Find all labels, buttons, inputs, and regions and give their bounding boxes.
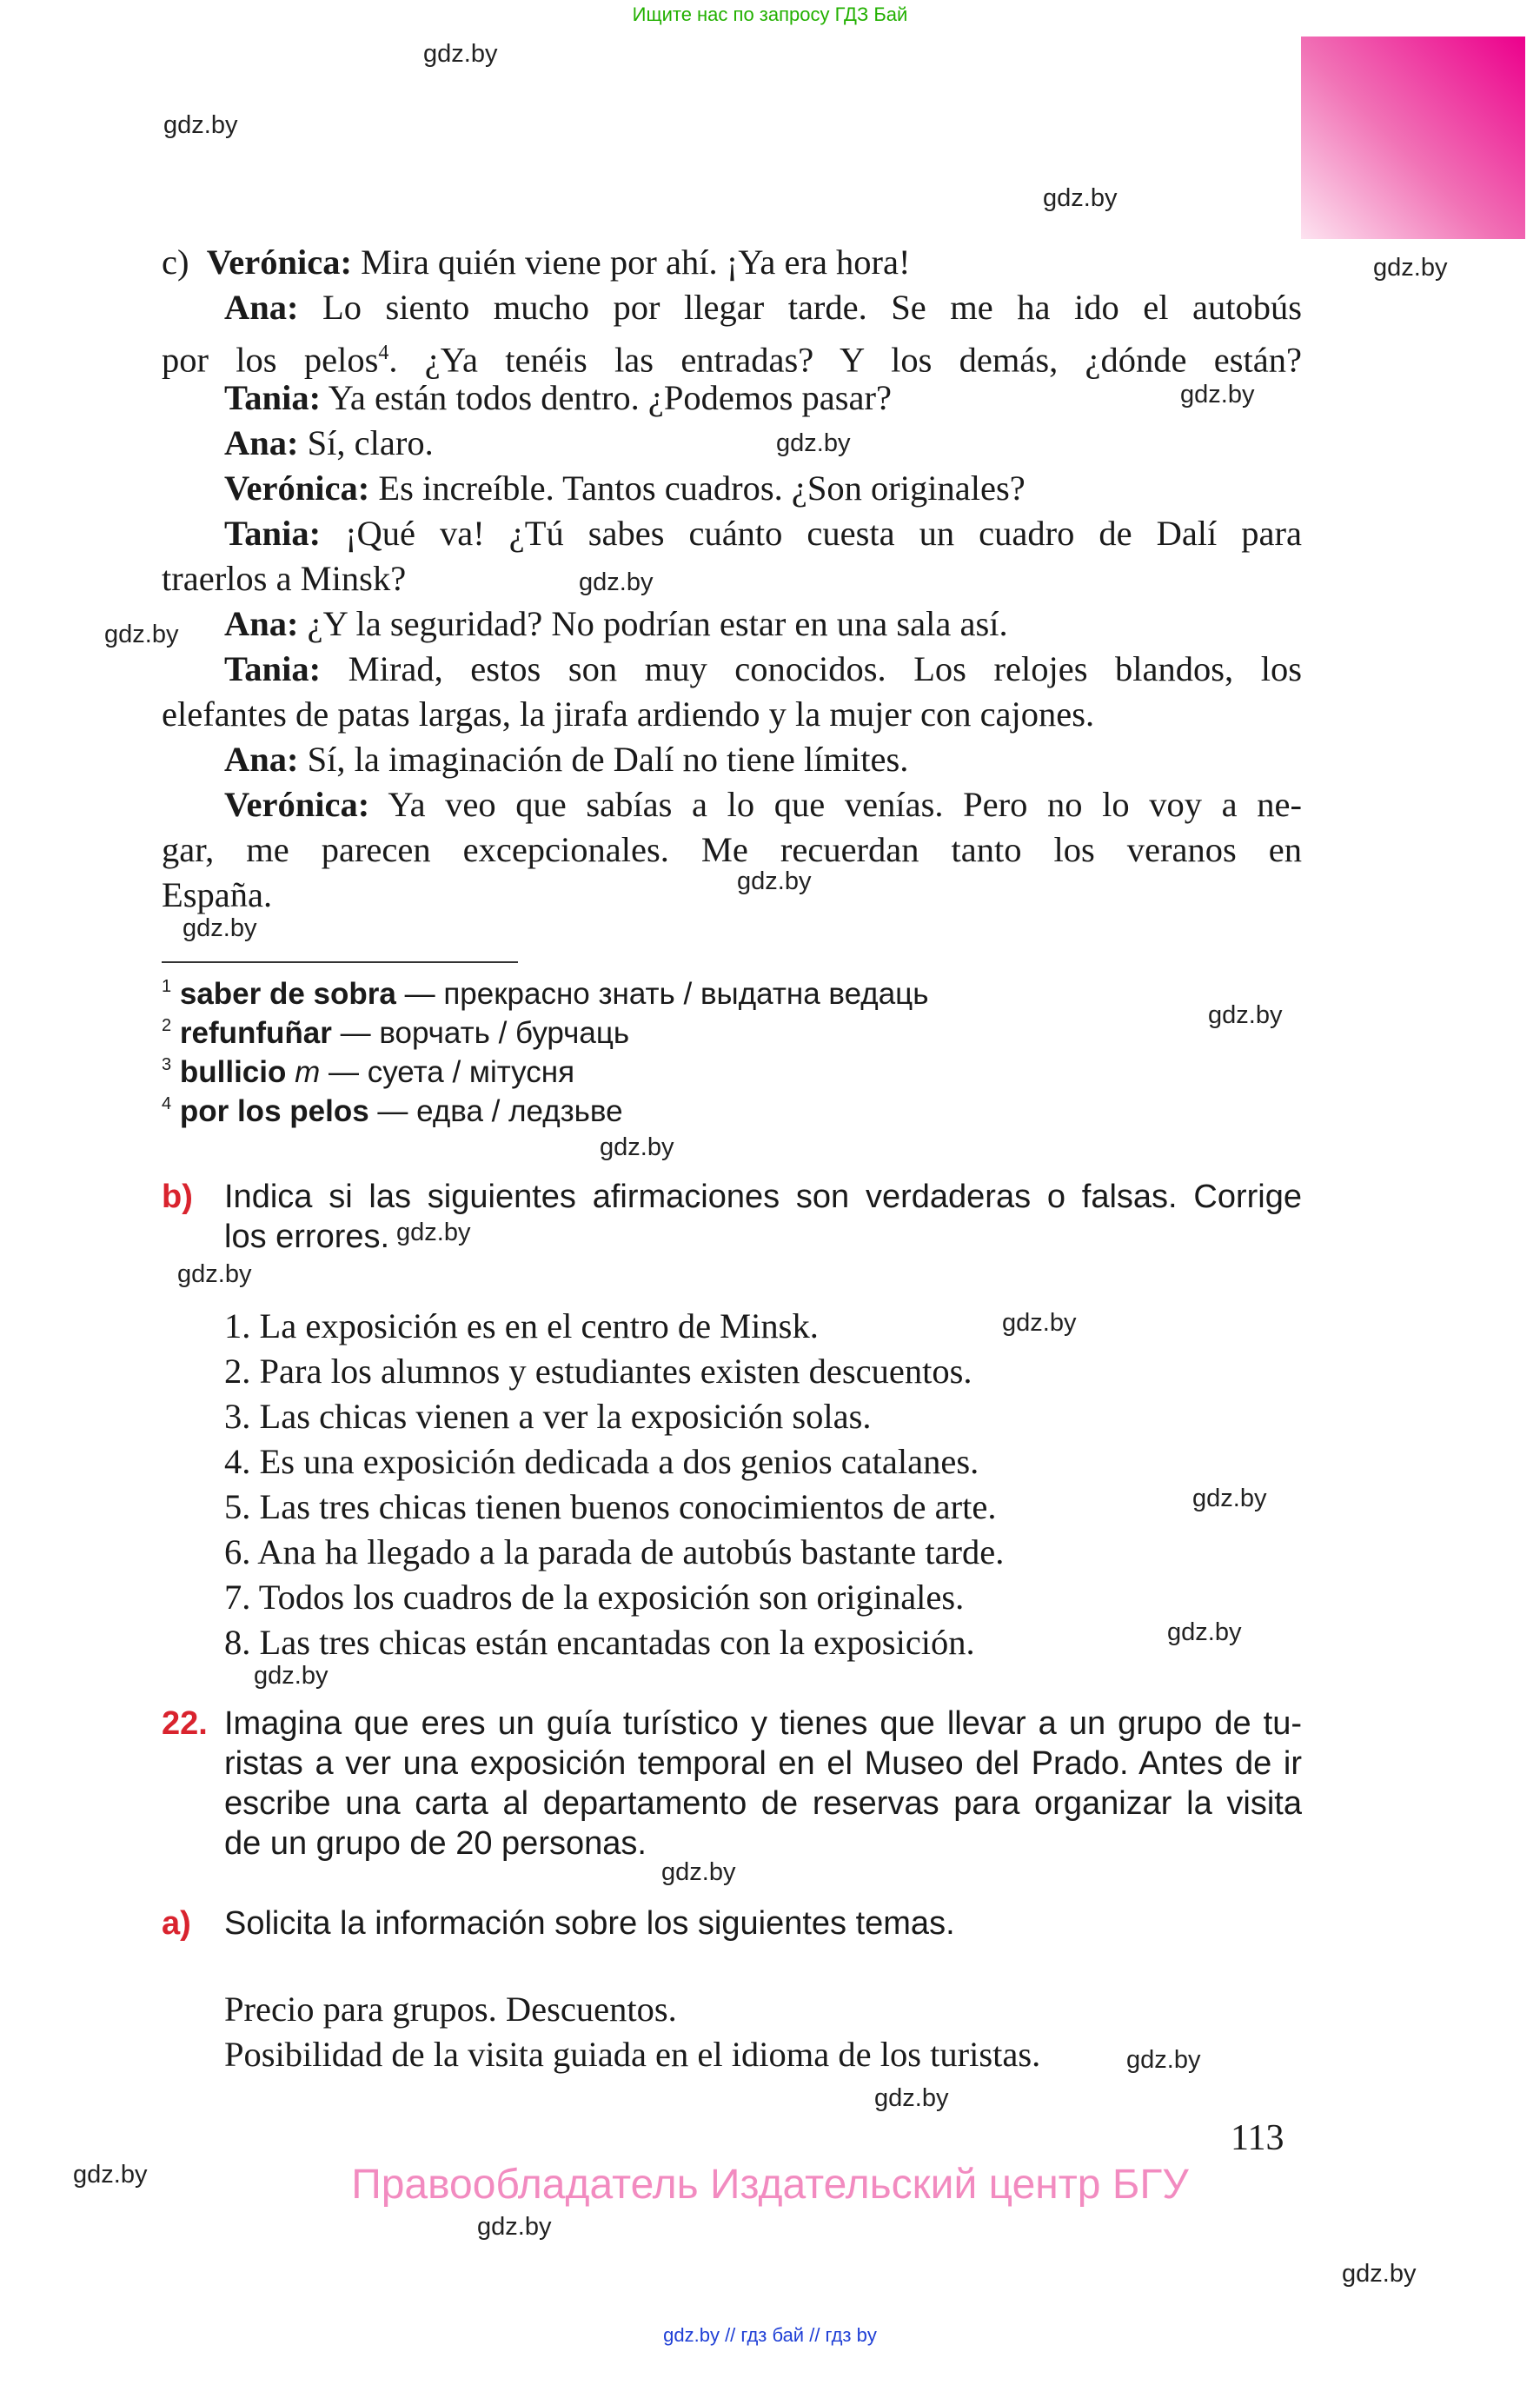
dialogue-line	[162, 692, 1094, 737]
dialogue-line	[224, 601, 1008, 647]
line-text: por los pelos	[162, 340, 379, 380]
line-text: elefantes de patas largas, la jirafa ardiendo y la mujer con cajones.	[162, 694, 1095, 734]
copyright-notice: Правообладатель Издательский центр БГУ	[351, 2162, 1189, 2208]
watermark: gdz.by	[254, 1662, 329, 1690]
footnote-separator: —	[395, 977, 444, 1011]
line-text: ¡Qué va! ¿Tú sabes cuánto cuesta un cuadro de Dalí para	[321, 514, 1302, 553]
footnote-translation: едва / ледзьве	[416, 1094, 623, 1128]
footnote	[162, 1016, 629, 1051]
speaker: Tania:	[224, 514, 322, 553]
footnote-translation: суета / мітусня	[367, 1055, 575, 1089]
footnote-term: bullicio	[179, 1055, 287, 1089]
footnote	[162, 1094, 623, 1129]
speaker: Verónica:	[224, 468, 370, 508]
speaker: Verónica:	[224, 785, 370, 824]
top-banner-link[interactable]: Ищите нас по запросу ГДЗ Бай	[632, 3, 908, 25]
exercise-text: escribe una carta al departamento de reservas para organizar la visita	[224, 1785, 1302, 1822]
footnote-term: saber de sobra	[179, 977, 396, 1011]
dialogue-line	[224, 421, 434, 466]
footnote-separator: —	[368, 1094, 417, 1128]
task-label: a)	[162, 1905, 191, 1942]
watermark: gdz.by	[661, 1858, 736, 1886]
task-instruction: los errores.	[224, 1219, 390, 1255]
watermark: gdz.by	[1180, 381, 1255, 409]
list-item: 3. Las chicas vienen a ver la exposición solas.	[224, 1397, 872, 1436]
line-text: España.	[162, 875, 273, 914]
line-text: Mira quién viene por ahí. ¡Ya era hora!	[351, 242, 911, 282]
watermark: gdz.by	[1342, 2260, 1417, 2288]
footnote-separator: —	[320, 1055, 368, 1089]
line-text: Es increíble. Tantos cuadros. ¿Son originales?	[369, 468, 1026, 508]
exercise-text: de un grupo de 20 personas.	[224, 1825, 647, 1862]
watermark: gdz.by	[1167, 1618, 1242, 1646]
footnote-translation: ворчать / бурчаць	[379, 1016, 630, 1050]
list-item: 2. Para los alumnos y estudiantes existen descuentos.	[224, 1352, 972, 1391]
speaker: Ana:	[224, 288, 299, 327]
watermark: gdz.by	[579, 568, 654, 596]
dialogue-line	[224, 511, 1302, 556]
line-text: . ¿Ya tenéis las entradas? Y los demás, ¿dónde están?	[388, 340, 1302, 380]
watermark: gdz.by	[177, 1260, 252, 1288]
speaker: Verónica:	[206, 242, 352, 282]
list-item: Precio para grupos. Descuentos.	[224, 1990, 677, 2029]
footnote-number: 4	[162, 1094, 172, 1113]
dialogue-line	[162, 240, 911, 285]
footnote-term: por los pelos	[179, 1094, 369, 1128]
watermark: gdz.by	[477, 2213, 552, 2241]
footnote	[162, 977, 928, 1012]
footnote-number: 2	[162, 1016, 172, 1035]
dialogue-line	[224, 375, 892, 421]
watermark: gdz.by	[1002, 1309, 1077, 1337]
line-text: Sí, la imaginación de Dalí no tiene límites.	[298, 740, 909, 779]
exercise-number: 22.	[162, 1705, 208, 1742]
line-text: traerlos a Minsk?	[162, 559, 407, 598]
task-instruction: Solicita la información sobre los siguientes temas.	[224, 1905, 955, 1942]
line-text: Sí, claro.	[298, 423, 434, 462]
line-text: gar, me parecen excepcionales. Me recuerdan tanto los veranos en	[162, 830, 1302, 869]
watermark: gdz.by	[396, 1219, 471, 1246]
footnote-divider	[162, 961, 518, 963]
watermark: gdz.by	[1373, 254, 1448, 282]
speaker: Tania:	[224, 649, 322, 688]
dialogue-line	[162, 827, 1302, 873]
dialogue-line	[224, 647, 1302, 692]
watermark: gdz.by	[1192, 1485, 1267, 1512]
bottom-links[interactable]: gdz.by // гдз бай // гдз by	[663, 2324, 877, 2346]
watermark: gdz.by	[600, 1133, 674, 1161]
list-item: 7. Todos los cuadros de la exposición son originales.	[224, 1578, 965, 1617]
watermark: gdz.by	[1126, 2046, 1201, 2074]
list-item: 8. Las tres chicas están encantadas con la exposición.	[224, 1623, 975, 1662]
page-number: 113	[1231, 2118, 1284, 2158]
dialogue-line	[224, 466, 1026, 511]
list-item: 6. Ana ha llegado a la parada de autobús bastante tarde.	[224, 1532, 1005, 1571]
speaker: Ana:	[224, 604, 299, 643]
task-instruction: Indica si las siguientes afirmaciones son verdaderas o falsas. Corrige	[224, 1179, 1302, 1215]
watermark: gdz.by	[104, 621, 179, 648]
footnote-ref: 4	[378, 342, 389, 364]
list-item: 1. La exposición es en el centro de Minsk.	[224, 1306, 819, 1345]
footnote-separator: —	[331, 1016, 380, 1050]
exercise-text: Imagina que eres un guía turístico y tienes que llevar a un grupo de tu-	[224, 1705, 1302, 1742]
watermark: gdz.by	[73, 2161, 148, 2189]
footnote-term: refunfuñar	[179, 1016, 332, 1050]
exercise-text: ristas a ver una exposición temporal en el Museo del Prado. Antes de ir	[224, 1745, 1302, 1782]
watermark: gdz.by	[163, 111, 238, 139]
line-text: Lo siento mucho por llegar tarde. Se me ha ido el autobús	[298, 288, 1302, 327]
speaker: Tania:	[224, 378, 322, 417]
list-item: 5. Las tres chicas tienen buenos conocimientos de arte.	[224, 1487, 997, 1526]
dialogue-line	[162, 873, 272, 918]
speaker: Ana:	[224, 423, 299, 462]
speaker: Ana:	[224, 740, 299, 779]
list-item: Posibilidad de la visita guiada en el idioma de los turistas.	[224, 2035, 1041, 2074]
dialogue-line	[224, 782, 1302, 827]
line-text: Mirad, estos son muy conocidos. Los relojes blandos, los	[321, 649, 1302, 688]
watermark: gdz.by	[423, 40, 498, 68]
watermark: gdz.by	[1208, 1001, 1283, 1029]
watermark: gdz.by	[776, 429, 851, 457]
corner-color-block	[1301, 37, 1525, 239]
watermark: gdz.by	[183, 914, 257, 942]
line-text: Ya están todos dentro. ¿Podemos pasar?	[321, 378, 892, 417]
footnote-gender: m	[295, 1055, 321, 1089]
watermark: gdz.by	[874, 2084, 949, 2112]
footnote-number: 1	[162, 977, 172, 996]
dialogue-line	[224, 737, 908, 782]
line-text: Ya veo que sabías a lo que venías. Pero no lo voy a ne-	[369, 785, 1302, 824]
line-text: ¿Y la seguridad? No podrían estar en una sala así.	[298, 604, 1008, 643]
footnote-translation: прекрасно знать / выдатна ведаць	[443, 977, 929, 1011]
dialogue-line	[224, 285, 1302, 330]
task-label: b)	[162, 1179, 193, 1215]
list-item: 4. Es una exposición dedicada a dos genios catalanes.	[224, 1442, 979, 1481]
dialogue-line	[162, 556, 406, 601]
footnote	[162, 1055, 574, 1090]
watermark: gdz.by	[737, 867, 812, 895]
footnote-number: 3	[162, 1055, 172, 1074]
watermark: gdz.by	[1043, 184, 1118, 212]
section-label: c)	[162, 242, 189, 282]
